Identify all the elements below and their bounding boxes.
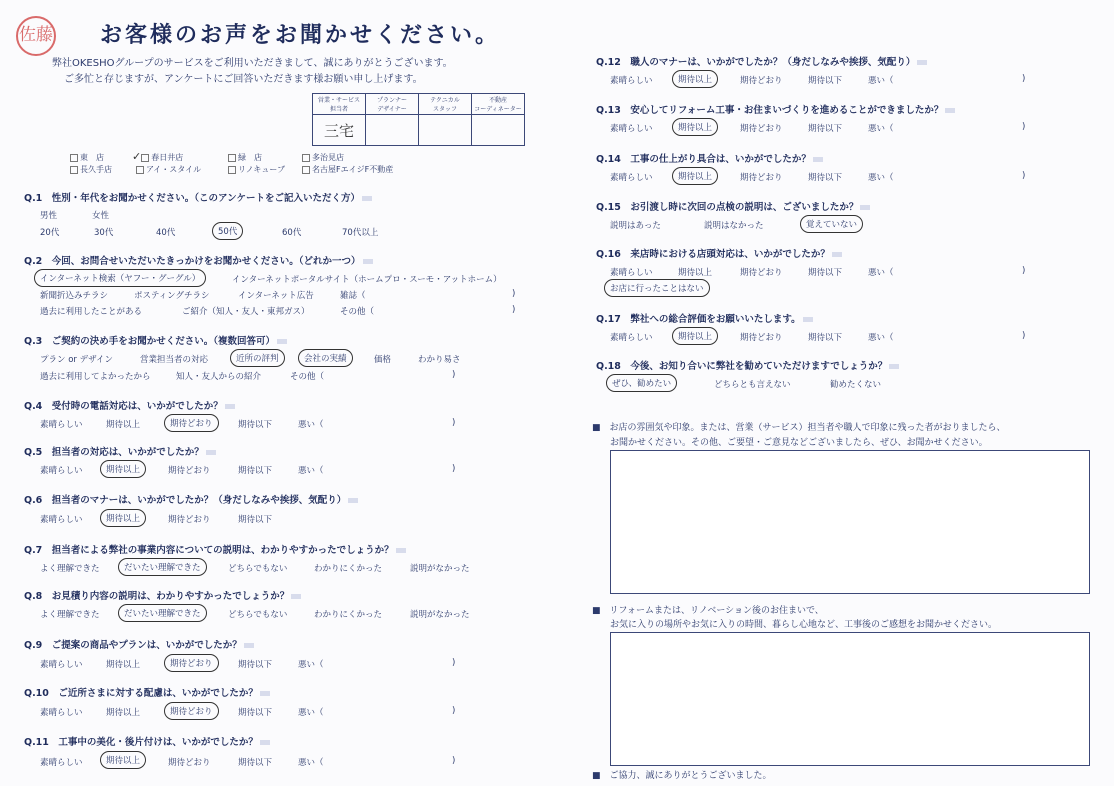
- close-paren: ): [452, 418, 456, 428]
- option-below[interactable]: 期待以下: [238, 758, 273, 768]
- staff-table: [312, 93, 525, 146]
- question-17: Q.17 弊社への総合評価をお願いいたします。: [596, 311, 813, 325]
- question-11: Q.11 工事中の美化・後片付けは、いかがでしたか？: [24, 734, 270, 748]
- option[interactable]: その他（: [340, 307, 375, 317]
- staff-value-sales[interactable]: 三宅: [313, 115, 366, 146]
- option-expected-selected[interactable]: 期待どおり: [164, 414, 219, 432]
- option-great[interactable]: 素晴らしい: [610, 333, 653, 343]
- option[interactable]: 雑誌（: [340, 291, 366, 301]
- option-selected[interactable]: インターネット検索（ヤフー・グーグル）: [34, 269, 206, 287]
- option-explain-good[interactable]: よく理解できた: [40, 610, 100, 620]
- option-below[interactable]: 期待以下: [238, 708, 273, 718]
- close-paren: ): [452, 706, 456, 716]
- close-paren: ): [1022, 122, 1026, 132]
- option-explained[interactable]: 説明はあった: [610, 221, 661, 231]
- question-5: Q.5 担当者の対応は、いかがでしたか？: [24, 444, 216, 458]
- question-2: Q.2 今回、お問合せいただいたきっかけをお聞かせください。（どれか一つ）: [24, 253, 373, 267]
- option-great[interactable]: 素晴らしい: [610, 268, 653, 278]
- option-male[interactable]: 男性: [40, 211, 58, 221]
- option-above-selected[interactable]: 期待以上: [100, 509, 146, 527]
- option-great[interactable]: 素晴らしい: [40, 466, 83, 476]
- option[interactable]: インターネット広告: [238, 291, 314, 301]
- option-great[interactable]: 素晴らしい: [40, 420, 83, 430]
- branch-option[interactable]: 名古屋FエイジF不動産: [302, 164, 393, 175]
- option-above-selected[interactable]: 期待以上: [100, 460, 146, 478]
- question-8: Q.8 お見積り内容の説明は、わかりやすかったでしょうか？: [24, 588, 301, 602]
- option-expected[interactable]: 期待どおり: [740, 173, 783, 183]
- close-paren: ): [452, 464, 456, 474]
- option-bad[interactable]: 悪い（: [298, 420, 324, 430]
- comment-box-after-renovation[interactable]: [610, 632, 1090, 766]
- option-great[interactable]: 素晴らしい: [40, 708, 83, 718]
- option[interactable]: ご紹介（知人・友人・東邦ガス）: [182, 307, 310, 317]
- staff-header-sales: 営業・サービス 担当者: [313, 94, 366, 115]
- staff-header-realestate: 不動産 コーディネーター: [472, 94, 525, 115]
- option-below[interactable]: 期待以下: [238, 420, 273, 430]
- option-explain-neutral[interactable]: どちらでもない: [228, 564, 288, 574]
- option-recommend-selected[interactable]: ぜひ、勧めたい: [606, 374, 677, 392]
- branch-option[interactable]: 長久手店: [70, 164, 112, 175]
- option-expected[interactable]: 期待どおり: [740, 333, 783, 343]
- option-bad[interactable]: 悪い（: [868, 268, 894, 278]
- option-great[interactable]: 素晴らしい: [40, 515, 83, 525]
- option-above[interactable]: 期待以上: [106, 660, 141, 670]
- option-above-selected[interactable]: 期待以上: [672, 327, 718, 345]
- question-16: Q.16 来店時における店頭対応は、いかがでしたか？: [596, 246, 842, 260]
- option-explain-neutral[interactable]: どちらでもない: [228, 610, 288, 620]
- option-bad[interactable]: 悪い（: [298, 708, 324, 718]
- option-great[interactable]: 素晴らしい: [610, 76, 653, 86]
- option[interactable]: 新聞折込みチラシ: [40, 291, 109, 301]
- question-12: Q.12 職人のマナーは、いかがでしたか？（身だしなみや挨拶、気配り）: [596, 54, 927, 68]
- option-bad[interactable]: 悪い（: [298, 758, 324, 768]
- option-bad[interactable]: 悪い（: [868, 333, 894, 343]
- option-expected[interactable]: 期待どおり: [168, 466, 211, 476]
- option-bad[interactable]: 悪い（: [298, 660, 324, 670]
- option-below[interactable]: 期待以下: [238, 466, 273, 476]
- question-4: Q.4 受付時の電話対応は、いかがでしたか？: [24, 398, 235, 412]
- option-above[interactable]: 期待以上: [106, 708, 141, 718]
- comment-prompt-2-line-1: ■ リフォームまたは、リノベーション後のお住まいで、: [592, 606, 824, 616]
- option-below[interactable]: 期待以下: [238, 515, 273, 525]
- option-explain-unclear[interactable]: わかりにくかった: [314, 610, 383, 620]
- option-great[interactable]: 素晴らしい: [610, 124, 653, 134]
- option[interactable]: わかり易さ: [418, 355, 461, 365]
- option-expected[interactable]: 期待どおり: [740, 124, 783, 134]
- option[interactable]: 過去に利用してよかったから: [40, 372, 151, 382]
- option[interactable]: プラン or デザイン: [40, 355, 114, 365]
- option-age-selected[interactable]: 50代: [212, 222, 243, 240]
- option-age[interactable]: 30代: [94, 228, 114, 238]
- option-expected[interactable]: 期待どおり: [168, 515, 211, 525]
- close-paren: ): [1022, 74, 1026, 84]
- option-expected[interactable]: 期待どおり: [168, 758, 211, 768]
- close-paren: ): [452, 756, 456, 766]
- option-bad[interactable]: 悪い（: [868, 173, 894, 183]
- option[interactable]: ポスティングチラシ: [134, 291, 210, 301]
- question-13: Q.13 安心してリフォーム工事・お住まいづくりを進めることができましたか？: [596, 102, 955, 116]
- staff-header-planner: プランナー デザイナー: [366, 94, 419, 115]
- option-above-selected[interactable]: 期待以上: [100, 751, 146, 769]
- option[interactable]: 価格: [374, 355, 392, 365]
- option-explain-mostly-selected[interactable]: だいたい理解できた: [118, 604, 207, 622]
- option-age[interactable]: 20代: [40, 228, 60, 238]
- comment-prompt-2-line-2: お気に入りの場所やお気に入りの時間、暮らし心地など、工事後のご感想をお聞かせください。: [592, 620, 998, 630]
- option-age[interactable]: 40代: [156, 228, 176, 238]
- question-10: Q.10 ご近所さまに対する配慮は、いかがでしたか？: [24, 685, 270, 699]
- option-selected[interactable]: 近所の評判: [230, 349, 285, 367]
- branch-option[interactable]: アイ・スタイル: [136, 164, 201, 175]
- option-neutral[interactable]: どちらとも言えない: [714, 380, 791, 390]
- option-explain-mostly-selected[interactable]: だいたい理解できた: [118, 558, 207, 576]
- option-expected-selected[interactable]: 期待どおり: [164, 702, 219, 720]
- staff-value-realestate[interactable]: [472, 115, 525, 146]
- branch-option[interactable]: リノキューブ: [228, 164, 285, 175]
- option[interactable]: 過去に利用したことがある: [40, 307, 143, 317]
- option-above-selected[interactable]: 期待以上: [672, 167, 718, 185]
- question-14: Q.14 工事の仕上がり具合は、いかがでしたか？: [596, 151, 823, 165]
- close-paren: ): [512, 289, 516, 299]
- check-mark: ✓: [132, 150, 142, 163]
- option[interactable]: インターネットポータルサイト（ホームプロ・スーモ・アットホーム）: [232, 275, 502, 285]
- branch-option-checked[interactable]: ✓ 春日井店: [132, 150, 184, 163]
- option-not-explained[interactable]: 説明はなかった: [704, 221, 764, 231]
- option[interactable]: 営業担当者の対応: [140, 355, 209, 365]
- option-never-visited-selected[interactable]: お店に行ったことはない: [604, 279, 710, 297]
- close-paren: ): [452, 370, 456, 380]
- option-above-selected[interactable]: 期待以上: [672, 70, 718, 88]
- branch-option[interactable]: 緑 店: [228, 152, 262, 163]
- question-6: Q.6 担当者のマナーは、いかがでしたか？（身だしなみや挨拶、気配り）: [24, 492, 358, 506]
- option-below[interactable]: 期待以下: [808, 124, 843, 134]
- option-age[interactable]: 60代: [282, 228, 302, 238]
- option-below[interactable]: 期待以下: [808, 76, 843, 86]
- question-3: Q.3 ご契約の決め手をお聞かせください。（複数回答可）: [24, 333, 287, 347]
- option-explain-none[interactable]: 説明がなかった: [410, 610, 470, 620]
- option-above[interactable]: 期待以上: [678, 268, 713, 278]
- seal-stamp: 佐藤: [16, 16, 56, 56]
- close-paren: ): [452, 658, 456, 668]
- option-below[interactable]: 期待以下: [808, 268, 843, 278]
- option-below[interactable]: 期待以下: [808, 173, 843, 183]
- option-below[interactable]: 期待以下: [238, 660, 273, 670]
- option-explain-unclear[interactable]: わかりにくかった: [314, 564, 383, 574]
- option-explain-good[interactable]: よく理解できた: [40, 564, 100, 574]
- question-7: Q.7 担当者による弊社の事業内容についての説明は、わかりやすかったでしょうか？: [24, 542, 406, 556]
- thanks-message: ■ ご協力、誠にありがとうございました。: [592, 771, 772, 781]
- question-9: Q.9 ご提案の商品やプランは、いかがでしたか？: [24, 637, 254, 651]
- option-great[interactable]: 素晴らしい: [610, 173, 653, 183]
- option-expected-selected[interactable]: 期待どおり: [164, 654, 219, 672]
- option-bad[interactable]: 悪い（: [298, 466, 324, 476]
- comment-prompt-1-line-2: お聞かせください。その他、ご要望・ご意見などございましたら、ぜひ、お聞かせください。: [592, 438, 988, 448]
- option-bad[interactable]: 悪い（: [868, 76, 894, 86]
- branch-option[interactable]: 東 店: [70, 152, 104, 163]
- close-paren: ): [512, 305, 516, 315]
- option-bad[interactable]: 悪い（: [868, 124, 894, 134]
- option-explain-none[interactable]: 説明がなかった: [410, 564, 470, 574]
- close-paren: ): [1022, 331, 1026, 341]
- option-above-selected[interactable]: 期待以上: [672, 118, 718, 136]
- question-18: Q.18 今後、お知り合いに弊社を勧めていただけますでしょうか？: [596, 358, 899, 372]
- option-selected[interactable]: 会社の実績: [298, 349, 353, 367]
- comment-prompt-1-line-1: ■ お店の雰囲気や印象。または、営業（サービス）担当者や職人で印象に残った者がおりましたら、: [592, 423, 1006, 433]
- staff-value-planner[interactable]: [366, 115, 419, 146]
- intro-line-1: 弊社OKESHOグループのサービスをご利用いただきまして、誠にありがとうございます。: [52, 58, 453, 69]
- option-female[interactable]: 女性: [92, 211, 110, 221]
- close-paren: ): [1022, 266, 1026, 276]
- option-great[interactable]: 素晴らしい: [40, 660, 83, 670]
- option-below[interactable]: 期待以下: [808, 333, 843, 343]
- staff-header-technical: テクニカル スタッフ: [419, 94, 472, 115]
- question-1: Q.1 性別・年代をお聞かせください。（このアンケートをご記入いただく方）: [24, 190, 372, 204]
- option-expected[interactable]: 期待どおり: [740, 76, 783, 86]
- page-title: お客様のお声をお聞かせください。: [100, 23, 501, 48]
- option[interactable]: その他（: [290, 372, 325, 382]
- option-not-recommend[interactable]: 勧めたくない: [830, 380, 882, 390]
- comment-box-impressions[interactable]: [610, 450, 1090, 594]
- question-15: Q.15 お引渡し時に次回の点検の説明は、ございましたか？: [596, 199, 870, 213]
- option-age[interactable]: 70代以上: [342, 228, 379, 238]
- staff-value-technical[interactable]: [419, 115, 472, 146]
- option-great[interactable]: 素晴らしい: [40, 758, 83, 768]
- branch-option[interactable]: 多治見店: [302, 152, 344, 163]
- option-dont-remember-selected[interactable]: 覚えていない: [800, 215, 863, 233]
- intro-line-2: ご多忙と存じますが、アンケートにご回答いただきます様お願い申し上げます。: [64, 74, 423, 85]
- option-expected[interactable]: 期待どおり: [740, 268, 783, 278]
- close-paren: ): [1022, 171, 1026, 181]
- option[interactable]: 知人・友人からの紹介: [176, 372, 262, 382]
- option-above[interactable]: 期待以上: [106, 420, 141, 430]
